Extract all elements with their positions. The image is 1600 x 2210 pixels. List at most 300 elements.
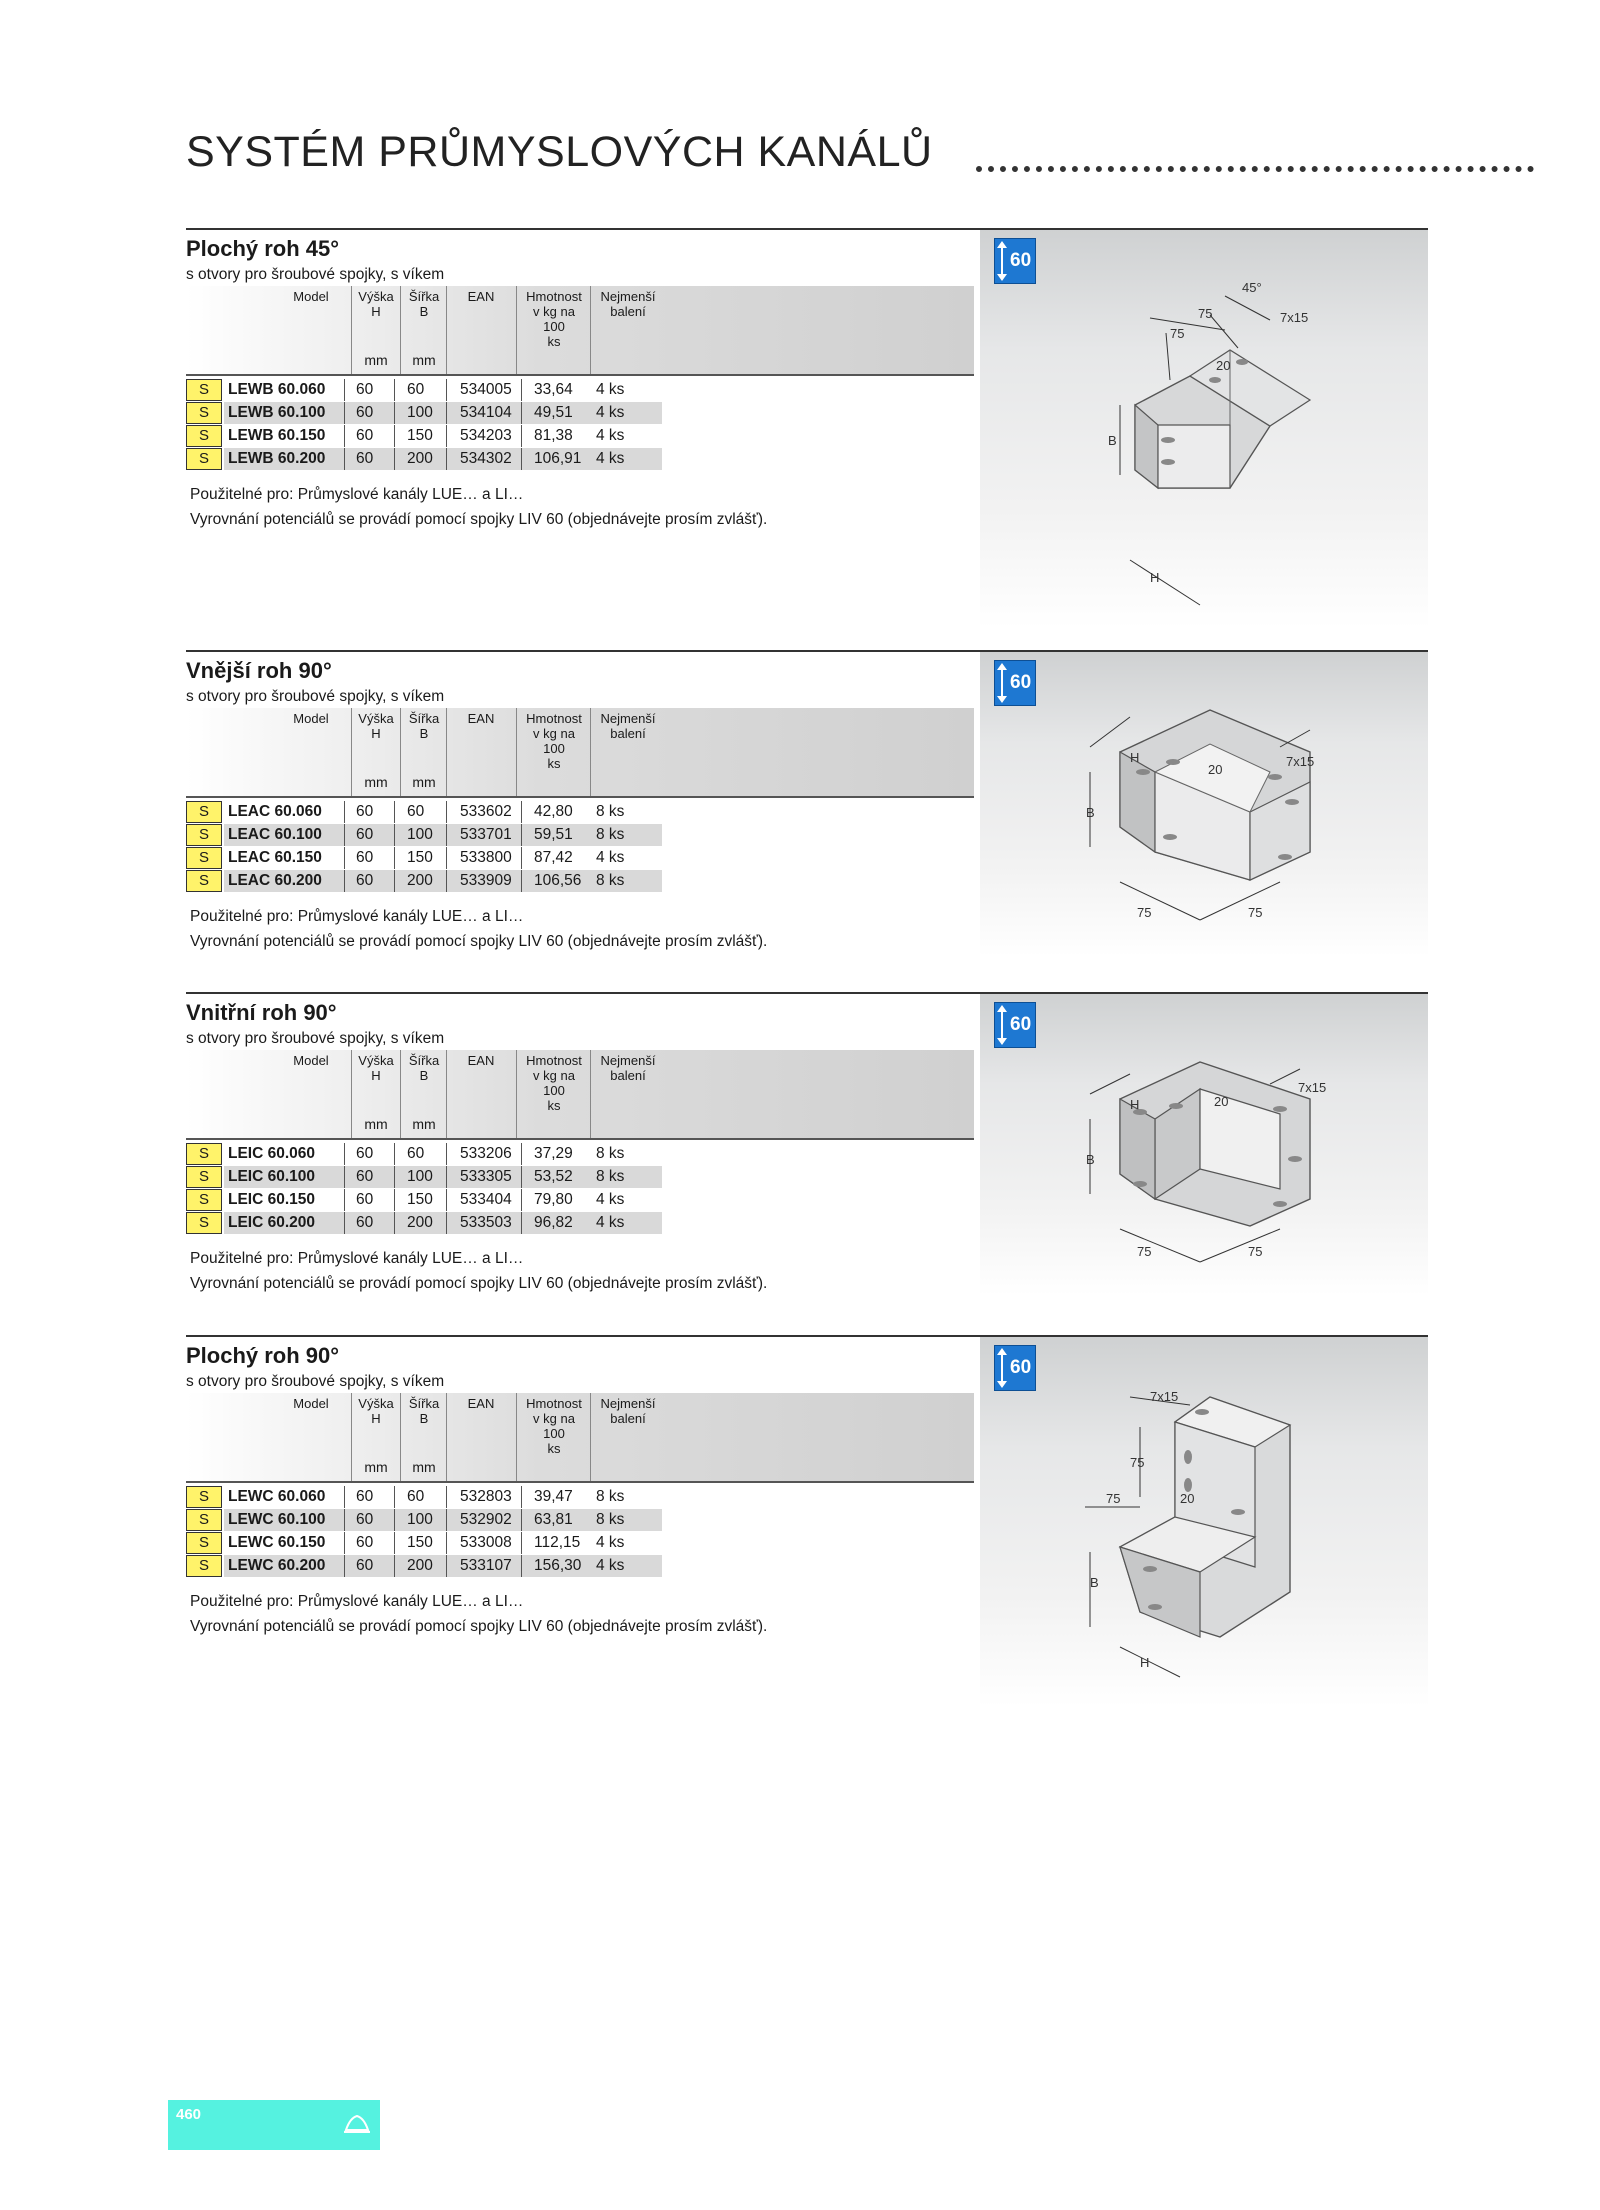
cell-ean: 532803 (460, 1488, 512, 1505)
fig-label-slot: 7x15 (1280, 310, 1309, 325)
stock-tag: S (186, 402, 222, 424)
header-separator (446, 1050, 447, 1138)
stock-tag: S (186, 1166, 222, 1188)
cell-b: 100 (407, 826, 433, 843)
cell-ean: 532902 (460, 1511, 512, 1528)
cell-separator (344, 425, 345, 447)
table-row (186, 1509, 706, 1531)
table-row (186, 402, 706, 424)
cell-b: 60 (407, 381, 425, 398)
height-badge (994, 1345, 1036, 1391)
fig-label-slot: 7x15 (1298, 1080, 1327, 1095)
cell-separator (521, 425, 522, 447)
cell-weight: 87,42 (534, 849, 573, 866)
cell-h: 60 (356, 427, 374, 444)
column-header-line: Nejmenší (600, 711, 656, 726)
cell-model: LEAC 60.200 (228, 872, 322, 889)
header-separator (516, 1393, 517, 1481)
table-row (186, 1532, 706, 1554)
column-header-line: v kg na (533, 1068, 575, 1083)
cell-pack: 8 ks (596, 1488, 625, 1505)
row-body (224, 1532, 662, 1554)
row-body (224, 425, 662, 447)
cell-ean: 534302 (460, 450, 512, 467)
fig-label-h: H (1150, 570, 1160, 585)
column-header-line: Hmotnost (526, 289, 582, 304)
stock-tag: S (186, 448, 222, 470)
column-header-line: balení (610, 304, 646, 319)
section-title: Vnitřní roh 90° (186, 1000, 337, 1025)
cell-b: 200 (407, 872, 433, 889)
potential-note: Vyrovnání potenciálů se provádí pomocí spojky LIV 60 (objednávejte prosím zvlášť). (190, 1618, 768, 1635)
cell-separator (521, 824, 522, 846)
column-header-line: H (371, 1068, 381, 1083)
cell-separator (394, 1189, 395, 1211)
cell-weight: 37,29 (534, 1145, 573, 1162)
usage-note: Použitelné pro: Průmyslové kanály LUE… a LI… (190, 1593, 524, 1610)
column-header-h (354, 711, 398, 741)
header-separator (400, 1050, 401, 1138)
cell-separator (394, 870, 395, 892)
cell-model: LEWB 60.060 (228, 381, 326, 398)
fig-label-h: H (1130, 750, 1140, 765)
column-header-line: B (419, 726, 429, 741)
stock-tag: S (186, 425, 222, 447)
stock-tag: S (186, 1143, 222, 1165)
column-header-b (402, 1396, 446, 1426)
row-body (224, 1509, 662, 1531)
fig-label-20: 20 (1214, 1094, 1229, 1109)
cell-h: 60 (356, 872, 374, 889)
column-header-line: Hmotnost (526, 1053, 582, 1068)
table-row (186, 1486, 706, 1508)
cell-b: 150 (407, 1534, 433, 1551)
header-separator (516, 1050, 517, 1138)
fig-label-20: 20 (1180, 1491, 1195, 1506)
footer-tab (168, 2100, 380, 2150)
column-header-ean (448, 1396, 514, 1411)
cell-separator (521, 1555, 522, 1577)
row-body (224, 801, 662, 823)
column-header-line: balení (610, 1411, 646, 1426)
cell-weight: 33,64 (534, 381, 573, 398)
column-header-b (402, 711, 446, 741)
column-header-weight (518, 1396, 590, 1456)
column-header-line: 100 (543, 1083, 565, 1098)
cell-separator (521, 870, 522, 892)
cell-pack: 8 ks (596, 1145, 625, 1162)
cell-separator (446, 847, 447, 869)
fig-label-75b: 75 (1170, 326, 1185, 341)
cell-separator (521, 1143, 522, 1165)
cell-h: 60 (356, 381, 374, 398)
cell-weight: 42,80 (534, 803, 573, 820)
table-header (186, 1393, 974, 1483)
column-header-pack (592, 711, 664, 741)
table-row (186, 824, 706, 846)
cell-b: 60 (407, 803, 425, 820)
header-separator (446, 708, 447, 796)
table-header (186, 286, 974, 376)
stock-tag: S (186, 1555, 222, 1577)
stock-tag: S (186, 1212, 222, 1234)
cell-model: LEWC 60.060 (228, 1488, 326, 1505)
column-header-line: Hmotnost (526, 1396, 582, 1411)
corner-drawing (980, 652, 1428, 957)
cell-separator (394, 801, 395, 823)
cell-model: LEIC 60.200 (228, 1214, 316, 1231)
cell-ean: 533305 (460, 1168, 512, 1185)
fig-label-75a: 75 (1130, 1455, 1145, 1470)
stock-tag: S (186, 1532, 222, 1554)
cell-h: 60 (356, 1214, 374, 1231)
column-header-line: Šířka (408, 1396, 440, 1411)
cell-h: 60 (356, 1488, 374, 1505)
cell-pack: 4 ks (596, 1191, 625, 1208)
column-header-line: balení (610, 726, 646, 741)
column-header-line: EAN (467, 1396, 495, 1411)
cell-separator (344, 1212, 345, 1234)
cell-pack: 4 ks (596, 849, 625, 866)
product-section (186, 992, 1428, 1298)
fig-label-75b: 75 (1248, 905, 1263, 920)
cell-weight: 106,91 (534, 450, 582, 467)
cell-h: 60 (356, 1168, 374, 1185)
cell-separator (344, 448, 345, 470)
column-header-line: B (419, 304, 429, 319)
height-arrow-icon (1001, 243, 1003, 279)
cell-model: LEWB 60.200 (228, 450, 326, 467)
table-row (186, 1189, 706, 1211)
cell-model: LEWB 60.150 (228, 427, 326, 444)
cell-model: LEIC 60.060 (228, 1145, 316, 1162)
stock-tag: S (186, 870, 222, 892)
fig-label-75b: 75 (1106, 1491, 1121, 1506)
fig-label-h: H (1140, 1655, 1150, 1670)
unit-label: mm (364, 774, 388, 790)
row-body (224, 1212, 662, 1234)
cell-h: 60 (356, 1557, 374, 1574)
row-body (224, 1166, 662, 1188)
cell-separator (344, 1509, 345, 1531)
column-header-h (354, 1053, 398, 1083)
cable-tray-icon (342, 2110, 372, 2138)
column-header-line: v kg na (533, 1411, 575, 1426)
product-section (186, 650, 1428, 959)
cell-model: LEAC 60.100 (228, 826, 322, 843)
fig-label-b: B (1086, 1152, 1095, 1167)
fig-label-b: B (1090, 1575, 1099, 1590)
cell-weight: 106,56 (534, 872, 582, 889)
column-header-line: EAN (467, 1053, 495, 1068)
cell-b: 150 (407, 1191, 433, 1208)
column-header-line: 100 (543, 319, 565, 334)
page-number: 460 (176, 2106, 202, 2123)
cell-separator (394, 448, 395, 470)
header-separator (590, 1050, 591, 1138)
table-row (186, 847, 706, 869)
column-header-line: 100 (543, 741, 565, 756)
cell-pack: 8 ks (596, 872, 625, 889)
cell-separator (521, 1189, 522, 1211)
table-row (186, 1212, 706, 1234)
cell-separator (446, 1166, 447, 1188)
height-badge (994, 660, 1036, 706)
cell-separator (521, 1486, 522, 1508)
cell-h: 60 (356, 826, 374, 843)
column-header-b (402, 289, 446, 319)
fig-label-75b: 75 (1248, 1244, 1263, 1259)
corner-drawing (980, 1337, 1428, 1707)
column-header-line: H (371, 726, 381, 741)
cell-ean: 533602 (460, 803, 512, 820)
cell-model: LEWC 60.200 (228, 1557, 326, 1574)
fig-label-20: 20 (1208, 762, 1223, 777)
column-header-model (256, 1053, 366, 1068)
row-body (224, 847, 662, 869)
stock-tag: S (186, 801, 222, 823)
column-header-ean (448, 711, 514, 726)
product-drawing (980, 652, 1428, 957)
cell-pack: 8 ks (596, 826, 625, 843)
cell-pack: 8 ks (596, 1511, 625, 1528)
column-header-line: Výška (358, 1396, 394, 1411)
column-header-h (354, 289, 398, 319)
cell-weight: 49,51 (534, 404, 573, 421)
cell-ean: 533701 (460, 826, 512, 843)
height-arrow-icon (1001, 1350, 1003, 1386)
cell-b: 100 (407, 1168, 433, 1185)
cell-separator (344, 379, 345, 401)
height-arrow-icon (1001, 665, 1003, 701)
fig-label-slot: 7x15 (1286, 754, 1315, 769)
table-row (186, 870, 706, 892)
section-subtitle: s otvory pro šroubové spojky, s víkem (186, 1030, 445, 1047)
column-header-line: Šířka (408, 711, 440, 726)
stock-tag: S (186, 1486, 222, 1508)
cell-separator (394, 824, 395, 846)
fig-label-75a: 75 (1198, 306, 1213, 321)
cell-h: 60 (356, 1145, 374, 1162)
table-row (186, 801, 706, 823)
column-header-line: ks (547, 334, 561, 349)
cell-ean: 533206 (460, 1145, 512, 1162)
cell-separator (394, 847, 395, 869)
section-title: Plochý roh 45° (186, 236, 340, 261)
usage-note: Použitelné pro: Průmyslové kanály LUE… a LI… (190, 1250, 524, 1267)
section-title: Vnější roh 90° (186, 658, 332, 683)
fig-label-h: H (1130, 1097, 1140, 1112)
header-separator (516, 708, 517, 796)
section-subtitle: s otvory pro šroubové spojky, s víkem (186, 1373, 445, 1390)
cell-ean: 533107 (460, 1557, 512, 1574)
cell-pack: 4 ks (596, 450, 625, 467)
cell-separator (394, 425, 395, 447)
row-body (224, 1555, 662, 1577)
unit-label: mm (412, 352, 436, 368)
column-header-line: ks (547, 756, 561, 771)
table-row (186, 379, 706, 401)
unit-label: mm (412, 1459, 436, 1475)
row-body (224, 402, 662, 424)
cell-ean: 533503 (460, 1214, 512, 1231)
cell-separator (344, 847, 345, 869)
cell-separator (521, 1166, 522, 1188)
cell-weight: 112,15 (534, 1534, 581, 1551)
stock-tag: S (186, 379, 222, 401)
cell-b: 150 (407, 849, 433, 866)
column-header-line: Model (293, 1053, 329, 1068)
column-header-ean (448, 1053, 514, 1068)
cell-separator (446, 1143, 447, 1165)
cell-weight: 81,38 (534, 427, 573, 444)
cell-separator (344, 1532, 345, 1554)
cell-model: LEAC 60.150 (228, 849, 322, 866)
cell-b: 100 (407, 404, 433, 421)
row-body (224, 1143, 662, 1165)
column-header-line: H (371, 1411, 381, 1426)
cell-pack: 4 ks (596, 381, 625, 398)
column-header-line: H (371, 304, 381, 319)
table-header (186, 1050, 974, 1140)
unit-label: mm (412, 774, 436, 790)
column-header-line: Šířka (408, 289, 440, 304)
column-header-weight (518, 711, 590, 771)
column-header-line: v kg na (533, 726, 575, 741)
fig-label-75a: 75 (1137, 905, 1152, 920)
cell-separator (344, 1555, 345, 1577)
row-body (224, 379, 662, 401)
height-badge (994, 238, 1036, 284)
cell-separator (446, 1555, 447, 1577)
header-separator (516, 286, 517, 374)
potential-note: Vyrovnání potenciálů se provádí pomocí spojky LIV 60 (objednávejte prosím zvlášť). (190, 933, 768, 950)
cell-h: 60 (356, 450, 374, 467)
header-separator (400, 286, 401, 374)
header-separator (590, 1393, 591, 1481)
cell-ean: 534005 (460, 381, 512, 398)
cell-weight: 39,47 (534, 1488, 573, 1505)
height-badge-value: 60 (1010, 250, 1032, 271)
usage-note: Použitelné pro: Průmyslové kanály LUE… a LI… (190, 486, 524, 503)
cell-separator (394, 379, 395, 401)
header-separator (446, 286, 447, 374)
column-header-line: Nejmenší (600, 1396, 656, 1411)
cell-separator (344, 1143, 345, 1165)
section-subtitle: s otvory pro šroubové spojky, s víkem (186, 688, 445, 705)
column-header-line: Nejmenší (600, 1053, 656, 1068)
cell-separator (446, 1486, 447, 1508)
product-drawing (980, 994, 1428, 1296)
cell-separator (446, 870, 447, 892)
column-header-line: B (419, 1411, 429, 1426)
column-header-line: Výška (358, 289, 394, 304)
cell-weight: 63,81 (534, 1511, 573, 1528)
cell-separator (521, 801, 522, 823)
cell-model: LEIC 60.100 (228, 1168, 316, 1185)
height-badge-value: 60 (1010, 1014, 1032, 1035)
row-body (224, 448, 662, 470)
cell-b: 200 (407, 1214, 433, 1231)
header-separator (400, 708, 401, 796)
column-header-line: EAN (467, 711, 495, 726)
cell-model: LEWB 60.100 (228, 404, 326, 421)
cell-pack: 4 ks (596, 1534, 625, 1551)
fig-label-b: B (1086, 805, 1095, 820)
column-header-line: Výška (358, 1053, 394, 1068)
column-header-line: Nejmenší (600, 289, 656, 304)
column-header-line: Model (293, 1396, 329, 1411)
column-header-line: Výška (358, 711, 394, 726)
cell-separator (394, 1486, 395, 1508)
cell-pack: 4 ks (596, 1214, 625, 1231)
product-section (186, 228, 1428, 630)
cell-separator (394, 1212, 395, 1234)
usage-note: Použitelné pro: Průmyslové kanály LUE… a LI… (190, 908, 524, 925)
cell-h: 60 (356, 849, 374, 866)
row-body (224, 870, 662, 892)
stock-tag: S (186, 847, 222, 869)
table-row (186, 1555, 706, 1577)
cell-separator (446, 1189, 447, 1211)
cell-ean: 534203 (460, 427, 512, 444)
cell-model: LEIC 60.150 (228, 1191, 316, 1208)
cell-separator (446, 824, 447, 846)
cell-separator (521, 1212, 522, 1234)
fig-label-75a: 75 (1137, 1244, 1152, 1259)
cell-separator (394, 1555, 395, 1577)
column-header-pack (592, 289, 664, 319)
cell-separator (446, 1212, 447, 1234)
column-header-model (256, 289, 366, 304)
cell-separator (344, 1166, 345, 1188)
cell-pack: 4 ks (596, 427, 625, 444)
corner-drawing (980, 994, 1428, 1296)
cell-h: 60 (356, 1191, 374, 1208)
row-body (224, 1486, 662, 1508)
cell-ean: 533800 (460, 849, 512, 866)
fig-label-b: B (1108, 433, 1117, 448)
potential-note: Vyrovnání potenciálů se provádí pomocí spojky LIV 60 (objednávejte prosím zvlášť). (190, 1275, 768, 1292)
column-header-line: Hmotnost (526, 711, 582, 726)
cell-separator (446, 448, 447, 470)
cell-b: 150 (407, 427, 433, 444)
stock-tag: S (186, 1509, 222, 1531)
cell-separator (394, 402, 395, 424)
cell-pack: 8 ks (596, 803, 625, 820)
cell-separator (344, 870, 345, 892)
cell-separator (344, 801, 345, 823)
fig-label-angle: 45° (1242, 280, 1262, 295)
cell-separator (344, 824, 345, 846)
cell-b: 100 (407, 1511, 433, 1528)
cell-separator (521, 402, 522, 424)
unit-label: mm (412, 1116, 436, 1132)
column-header-line: 100 (543, 1426, 565, 1441)
cell-h: 60 (356, 803, 374, 820)
column-header-line: v kg na (533, 304, 575, 319)
section-subtitle: s otvory pro šroubové spojky, s víkem (186, 266, 445, 283)
cell-separator (446, 1509, 447, 1531)
cell-separator (446, 402, 447, 424)
cell-weight: 53,52 (534, 1168, 573, 1185)
cell-separator (344, 1486, 345, 1508)
cell-b: 200 (407, 450, 433, 467)
column-header-weight (518, 289, 590, 349)
corner-drawing (980, 230, 1428, 628)
column-header-model (256, 711, 366, 726)
cell-separator (394, 1532, 395, 1554)
